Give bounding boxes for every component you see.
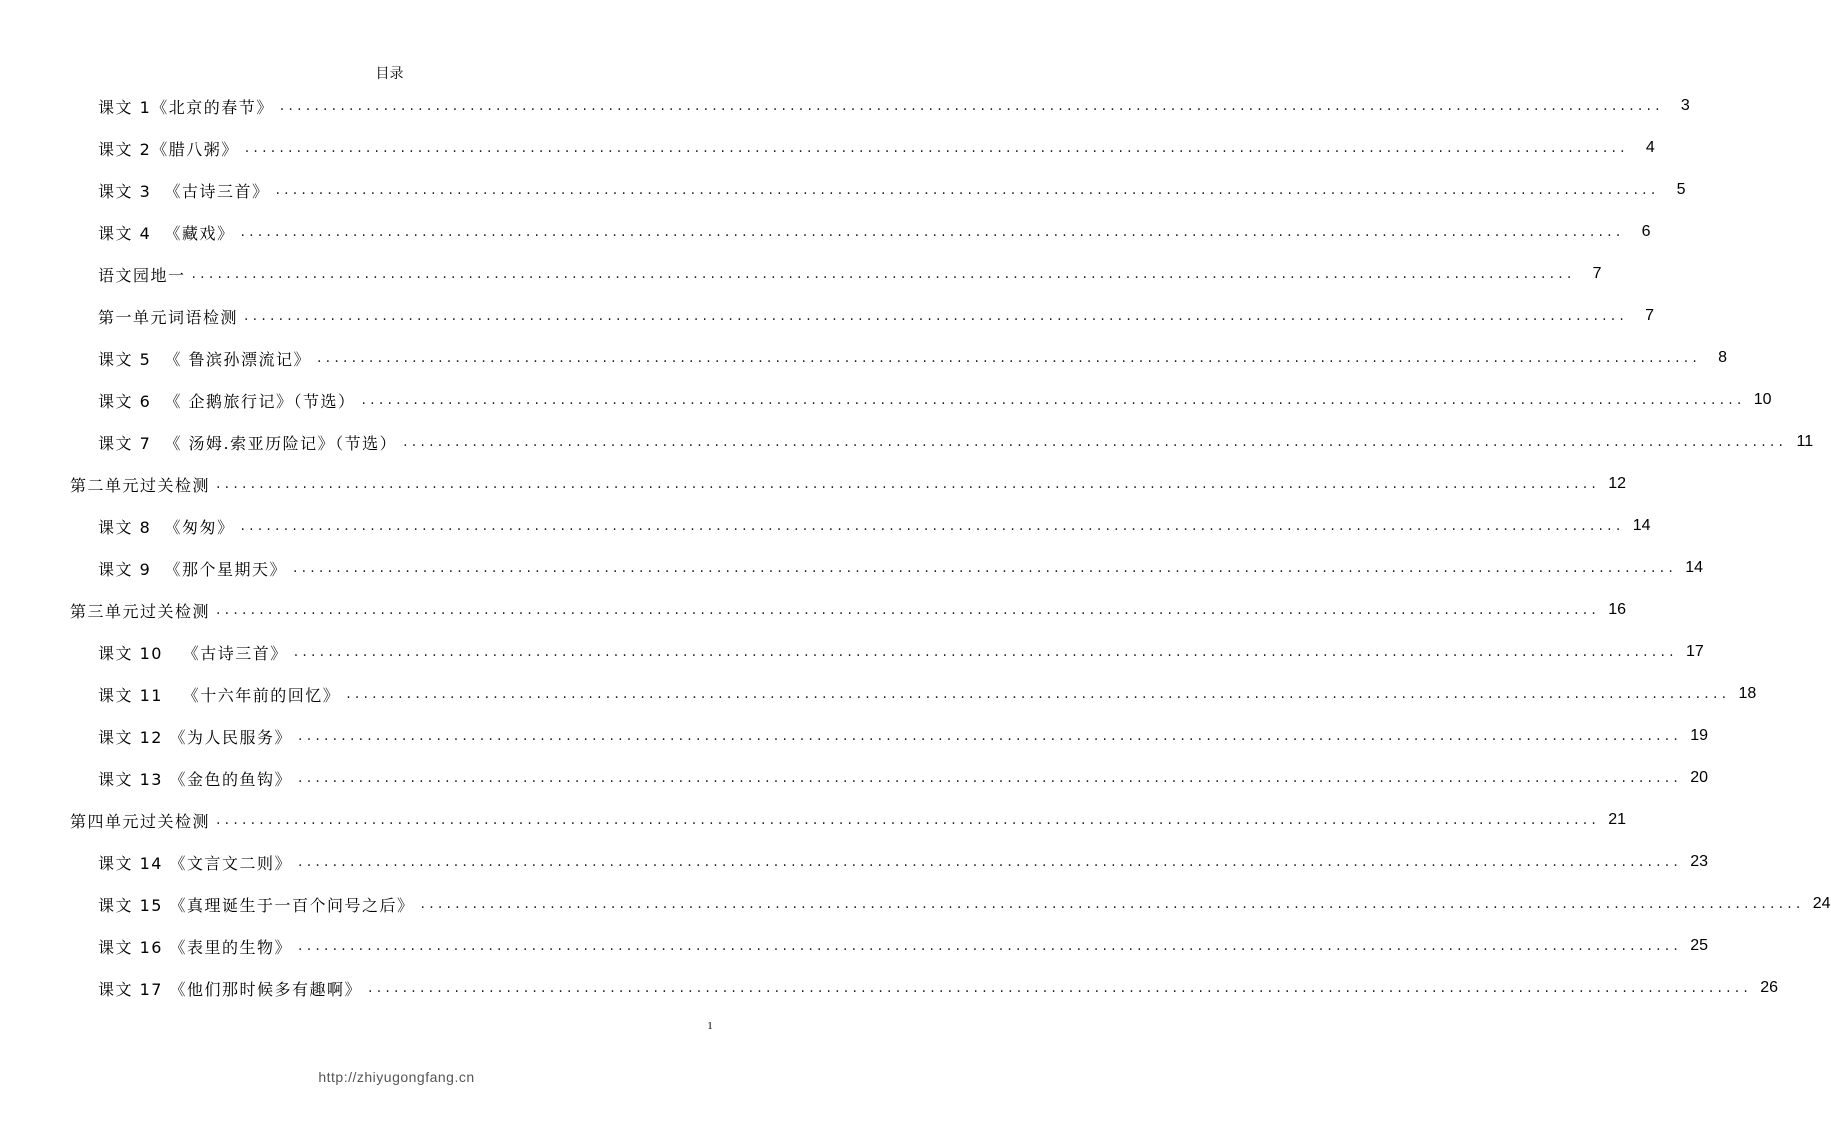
toc-entry[interactable] <box>98 841 1709 883</box>
toc-leader-dots: ................................................................................................................................................................ <box>298 728 1683 744</box>
toc-entry-label: 课文 5 《 鲁滨孙漂流记》 <box>98 349 312 369</box>
toc-entry[interactable] <box>98 127 1655 169</box>
toc-entry[interactable] <box>98 547 1703 589</box>
toc-entry-label: 课文 10 《古诗三首》 <box>98 643 288 663</box>
toc-entry[interactable] <box>98 631 1704 673</box>
toc-entry[interactable] <box>98 505 1651 547</box>
toc-entry[interactable] <box>98 883 1831 925</box>
toc-leader-dots: ................................................................................................................................................................ <box>317 350 1702 366</box>
toc-entry-label: 第一单元词语检测 <box>98 307 239 327</box>
toc-entry-page: 24 <box>1812 895 1831 912</box>
toc-entry-label: 语文园地一 <box>98 265 186 285</box>
toc-title: 目录 <box>375 66 404 82</box>
toc-entry[interactable] <box>98 169 1686 211</box>
toc-entry-page: 19 <box>1690 727 1709 744</box>
toc-entry[interactable] <box>98 295 1655 337</box>
toc-entry-page: 8 <box>1718 349 1728 366</box>
toc-entry[interactable] <box>98 337 1728 379</box>
toc-entry-label: 课文 2《腊八粥》 <box>98 139 239 159</box>
toc-leader-dots: ................................................................................................................................................................ <box>191 266 1576 282</box>
toc-entry-label: 课文 6 《 企鹅旅行记》（节选） <box>98 391 356 411</box>
toc-entry-label: 课文 14 《文言文二则》 <box>98 853 293 873</box>
toc-entry-label: 课文 11 《十六年前的回忆》 <box>98 685 341 705</box>
toc-leader-dots: ................................................................................................................................................................ <box>298 770 1683 786</box>
toc-entry-page: 16 <box>1608 601 1627 618</box>
toc-entry-label: 第二单元过关检测 <box>70 475 211 495</box>
toc-leader-dots: ................................................................................................................................................................ <box>346 686 1731 702</box>
toc-entry-page: 5 <box>1676 181 1686 198</box>
toc-entry-label: 课文 7 《 汤姆.索亚历险记》（节选） <box>98 433 398 453</box>
toc-entry[interactable] <box>98 85 1690 127</box>
toc-leader-dots: ................................................................................................................................................................ <box>298 938 1683 954</box>
toc-entry-label: 第四单元过关检测 <box>70 811 211 831</box>
toc-entry-unit[interactable] <box>70 463 1627 505</box>
toc-leader-dots: ................................................................................................................................................................ <box>275 182 1660 198</box>
toc-leader-dots: ................................................................................................................................................................ <box>368 980 1753 996</box>
toc-entry-label: 课文 17 《他们那时候多有趣啊》 <box>98 979 363 999</box>
toc-entry-page: 7 <box>1592 265 1602 282</box>
toc-entry-page: 7 <box>1645 307 1655 324</box>
toc-leader-dots: ................................................................................................................................................................ <box>293 644 1678 660</box>
toc-entry-label: 课文 1《北京的春节》 <box>98 97 274 117</box>
toc-entry-label: 课文 9 《那个星期天》 <box>98 559 287 579</box>
toc-leader-dots: ................................................................................................................................................................ <box>298 854 1683 870</box>
toc-entry[interactable] <box>98 673 1757 715</box>
toc-entry-page: 23 <box>1690 853 1709 870</box>
toc-entry-label: 课文 16 《表里的生物》 <box>98 937 293 957</box>
toc-leader-dots: ................................................................................................................................................................ <box>240 224 1625 240</box>
toc-entry-label: 课文 15 《真理诞生于一百个问号之后》 <box>98 895 415 915</box>
toc-entry-page: 14 <box>1685 559 1703 576</box>
toc-entry[interactable] <box>98 379 1772 421</box>
toc-entry-page: 10 <box>1753 391 1772 408</box>
toc-entry-page: 18 <box>1738 685 1757 702</box>
toc-entry-page: 6 <box>1641 223 1651 240</box>
toc-entry-page: 14 <box>1632 517 1651 534</box>
toc-leader-dots: ................................................................................................................................................................ <box>240 518 1625 534</box>
toc-entry[interactable] <box>98 757 1709 799</box>
toc-entry-page: 3 <box>1680 97 1690 114</box>
toc-entry-label: 课文 8 《匆匆》 <box>98 517 235 537</box>
toc-entry-page: 25 <box>1690 937 1709 954</box>
toc-leader-dots: ................................................................................................................................................................ <box>292 560 1677 576</box>
toc-entry-label: 课文 13 《金色的鱼钩》 <box>98 769 293 789</box>
page-number: 1 <box>707 1020 713 1032</box>
toc-entry[interactable] <box>98 253 1602 295</box>
toc-entry-label: 第三单元过关检测 <box>70 601 211 621</box>
toc-entry-page: 11 <box>1796 433 1814 450</box>
toc-entry-page: 26 <box>1760 979 1779 996</box>
toc-leader-dots: ................................................................................................................................................................ <box>216 476 1601 492</box>
toc-entry[interactable] <box>98 211 1651 253</box>
toc-leader-dots: ................................................................................................................................................................ <box>361 392 1746 408</box>
footer-url[interactable]: http://zhiyugongfang.cn <box>318 1069 475 1085</box>
toc-entry-page: 20 <box>1690 769 1709 786</box>
toc-entry-page: 21 <box>1608 811 1627 828</box>
toc-entry-unit[interactable] <box>70 589 1627 631</box>
toc-leader-dots: ................................................................................................................................................................ <box>216 812 1601 828</box>
toc-entry-label: 课文 3 《古诗三首》 <box>98 181 270 201</box>
toc-leader-dots: ................................................................................................................................................................ <box>216 602 1601 618</box>
toc-entry-page: 17 <box>1685 643 1704 660</box>
toc-entry[interactable] <box>98 925 1709 967</box>
toc-entry-page: 4 <box>1645 139 1655 156</box>
toc-leader-dots: ................................................................................................................................................................ <box>244 308 1629 324</box>
toc-leader-dots: ................................................................................................................................................................ <box>403 434 1788 450</box>
toc-entry-label: 课文 12 《为人民服务》 <box>98 727 293 747</box>
toc-entry-label: 课文 4 《藏戏》 <box>98 223 235 243</box>
toc-leader-dots: ................................................................................................................................................................ <box>244 140 1629 156</box>
toc-leader-dots: ................................................................................................................................................................ <box>420 896 1805 912</box>
toc-entry-page: 12 <box>1608 475 1627 492</box>
toc-entry[interactable] <box>98 967 1779 1009</box>
toc-entry[interactable] <box>98 715 1709 757</box>
toc-leader-dots: ................................................................................................................................................................ <box>279 98 1664 114</box>
toc-entry[interactable] <box>98 421 1814 463</box>
toc-entry-unit[interactable] <box>70 799 1627 841</box>
